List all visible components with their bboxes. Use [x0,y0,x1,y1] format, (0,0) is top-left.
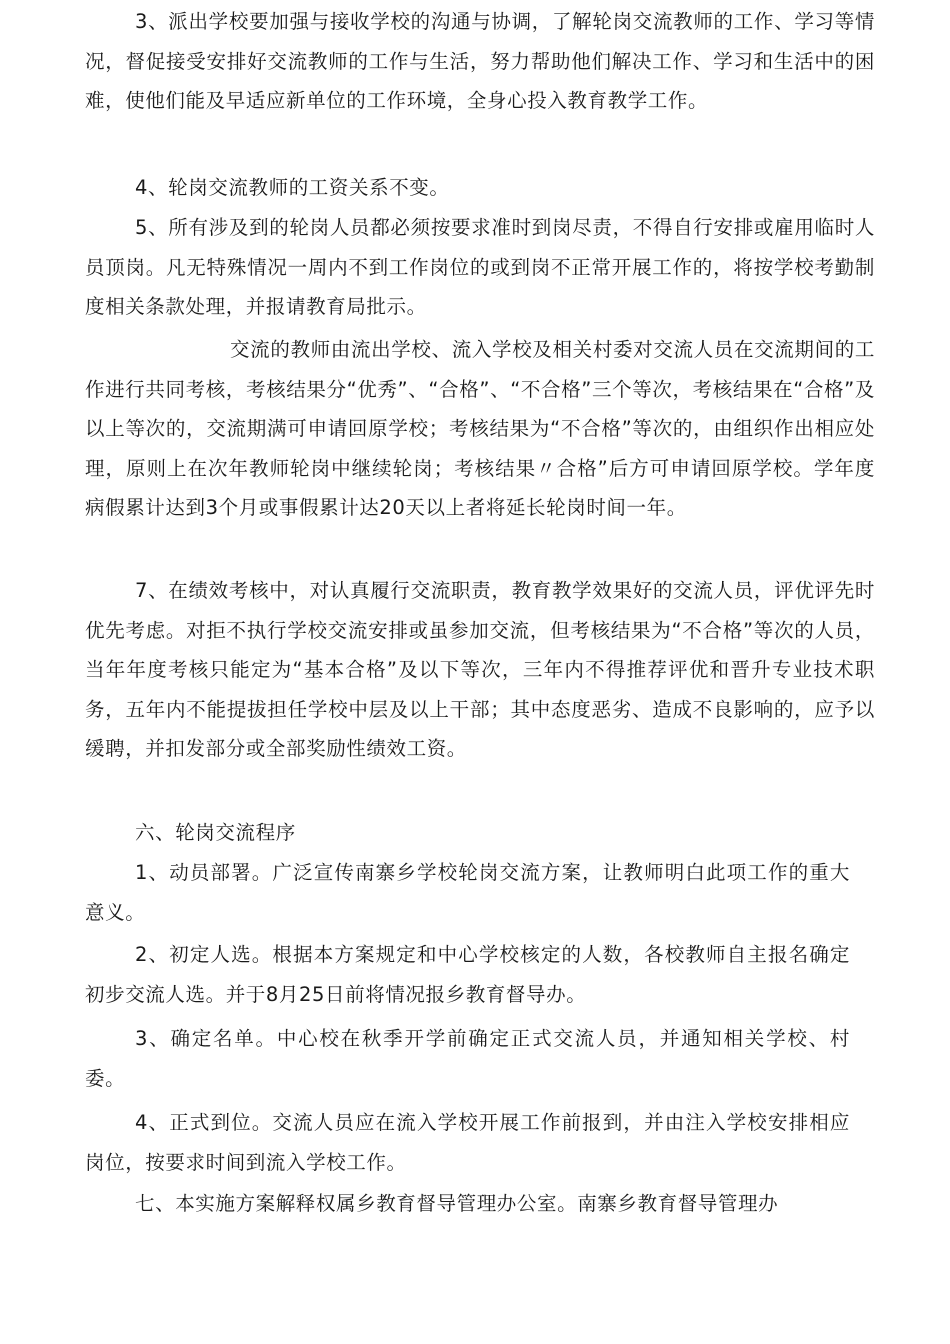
paragraph-item-5-attendance: 5、所有涉及到的轮岗人员都必须按要求准时到岗尽责，不得自行安排或雇用临时人员顶岗。凡无特殊情况一周内不到工作岗位的或到岗不正常开展工作的，将按学校考勤制度相关条款处理，并报请教育局批示。 [85,216,875,319]
section-heading-procedure: 六、轮岗交流程序 [135,821,296,844]
paragraph-item-4-salary: 4、轮岗交流教师的工资关系不变。 [135,176,450,199]
paragraph-item-6-assessment: 交流的教师由流出学校、流入学校及相关村委对交流人员在交流期间的工作进行共同考核，考核结果分“优秀”、“合格”、“不合格”三个等次，考核结果在“合格”及以上等次的，交流期满可申请回原学校；考核结果为“不合格”等次的，由组织作出相应处理，原则上在次年教师轮岗中继续轮岗；考核结果〃合格”后方可申请回原学校。学年度病假累计达到3个月或事假累计达20天以上者将延长轮岗时间一年。 [85,338,875,520]
paragraph-procedure-1: 1、动员部署。广泛宣传南寨乡学校轮岗交流方案，让教师明白此项工作的重大意义。 [85,861,850,924]
paragraph-item-3-liaison: 3、派出学校要加强与接收学校的沟通与协调，了解轮岗交流教师的工作、学习等情况，督促接受安排好交流教师的工作与生活，努力帮助他们解决工作、学习和生活中的困难，使他们能及早适应新单位的工作环境，全身心投入教育教学工作。 [85,10,875,113]
paragraph-procedure-2: 2、初定人选。根据本方案规定和中心学校核定的人数，各校教师自主报名确定初步交流人选。并于8月25日前将情况报乡教育督导办。 [85,943,850,1006]
paragraph-section-7: 七、本实施方案解释权属乡教育督导管理办公室。南寨乡教育督导管理办 [135,1192,779,1215]
paragraph-procedure-3: 3、确定名单。中心校在秋季开学前确定正式交流人员，并通知相关学校、村委。 [85,1027,850,1090]
paragraph-item-7-performance: 7、在绩效考核中，对认真履行交流职责，教育教学效果好的交流人员，评优评先时优先考虑。对拒不执行学校交流安排或虽参加交流，但考核结果为“不合格”等次的人员，当年年度考核只能定为“基本合格”及以下等次，三年内不得推荐评优和晋升专业技术职务，五年内不能提拔担任学校中层及以上干部；其中态度恶劣、造成不良影响的，应予以缓聘，并扣发部分或全部奖励性绩效工资。 [85,579,875,761]
paragraph-procedure-4: 4、正式到位。交流人员应在流入学校开展工作前报到，并由注入学校安排相应岗位，按要求时间到流入学校工作。 [85,1111,850,1174]
